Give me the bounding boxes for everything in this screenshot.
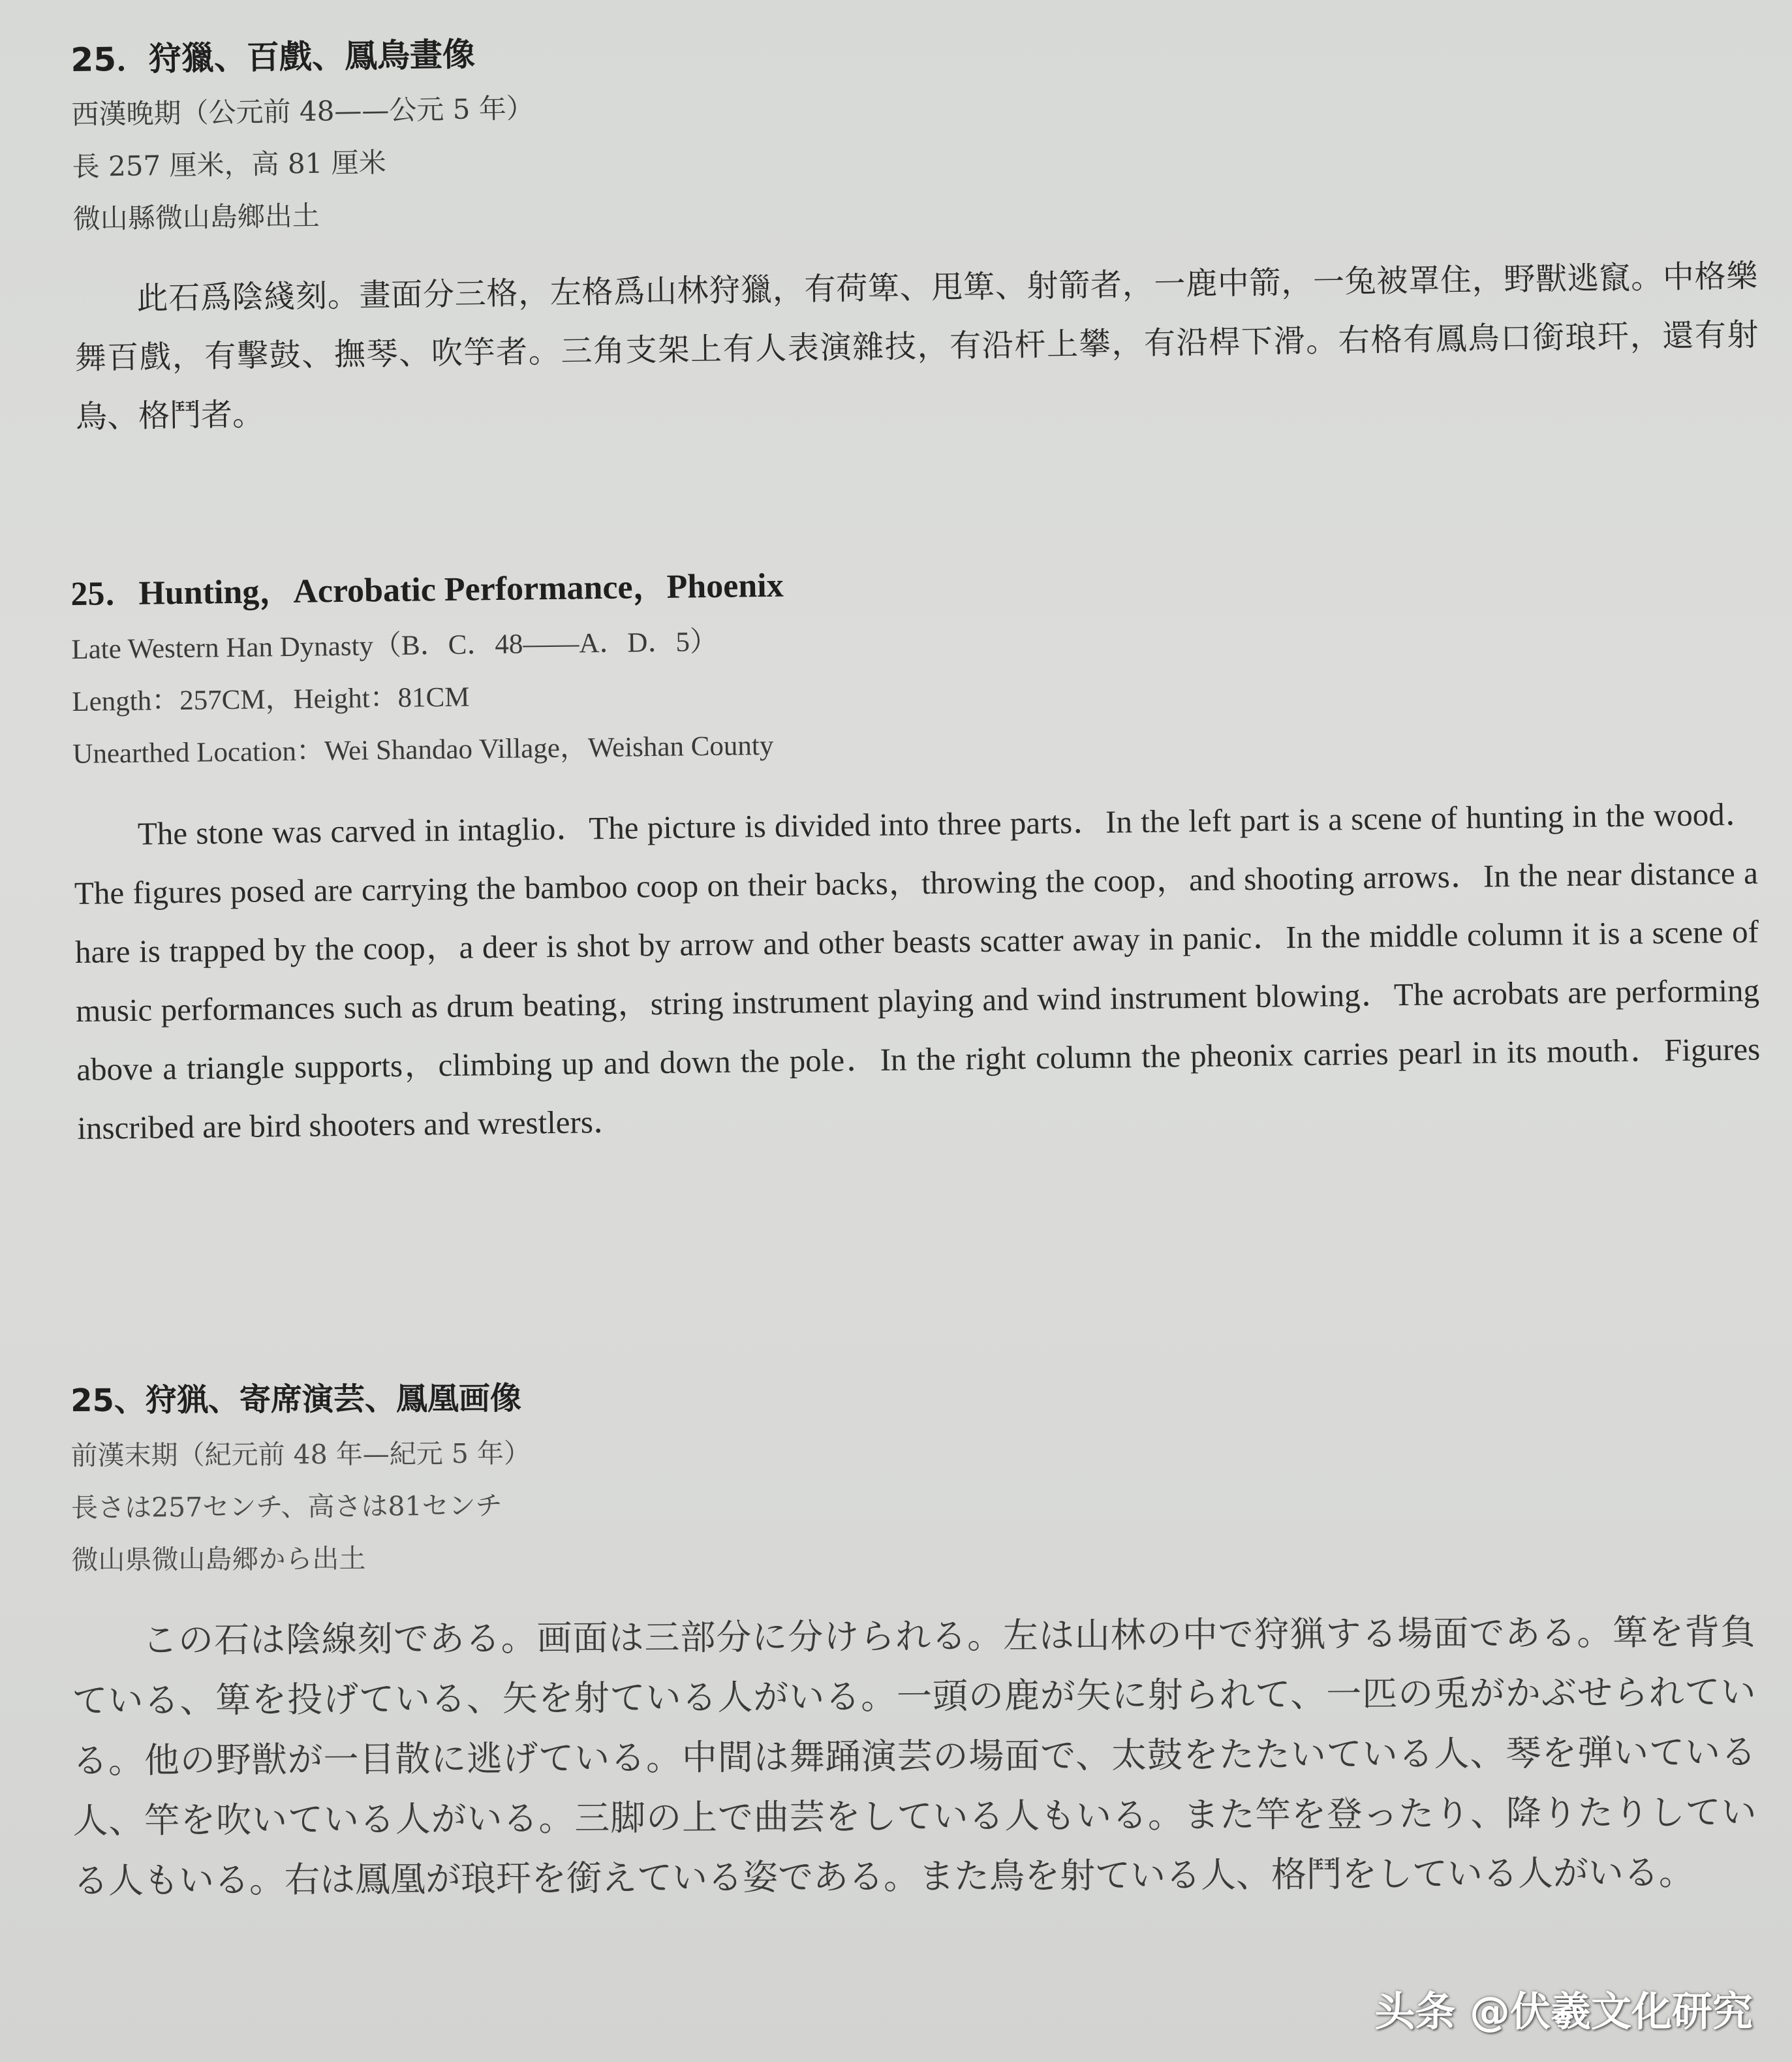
japanese-size: 長さは257センチ、高さは81センチ — [70, 1490, 502, 1523]
watermark: 头条 @伏羲文化研究 — [1374, 1988, 1753, 2035]
japanese-entry — [70, 1373, 1757, 1911]
japanese-description: この石は陰線刻である。画面は三部分に分けられる。左は山林の中で狩猟する場面である。箄を背負ている、箄を投げている、矢を射ている人がいる。一頭の鹿が矢に射られて、一匹の兎がかぶせられている。他の野獣が一目散に逃げている。中間は舞踊演芸の場面で、太鼓をたたいている人、琴を弾いている人、竿を吹いている人がいる。三脚の上で曲芸をしている人もいる。また竿を登ったり、降りたりしている人もいる。右は鳳凰が琅玕を銜えている姿である。また鳥を射ている人、格鬥をしている人がいる。 — [72, 1611, 1757, 1901]
chinese-title: 25．狩獵、百戲、鳳鳥畫像 — [70, 35, 476, 79]
chinese-description: 此石爲陰綫刻。畫面分三格，左格爲山林狩獵，有荷箄、甩箄、射箭者，一鹿中箭，一兔被罩住，野獸逃竄。中格樂舞百戲，有擊鼓、撫琴、吹竽者。三角支架上有人表演雜技，有沿杆上攀，有沿桿下滑。右格有鳳鳥口銜琅玕，還有射鳥、格鬥者。 — [74, 257, 1759, 435]
japanese-location: 微山県微山島郷から出土 — [71, 1542, 366, 1576]
english-location: Unearthed Location：Wei Shandao Village，Weishan County — [72, 730, 774, 770]
english-description: The stone was carved in intaglio．The picture is divided into three parts．In the left part is a scene of hunting in the wood．The figures posed are carrying the bamboo coop on their backs，throwing the coop，and shooting arrows．In the near distance a hare is trapped by the coop，a deer is shot by arrow and other beasts scatter away in panic．In the middle column it is a scene of music performances such as drum beating，string instrument playing and wind instrument blowing．The acrobats are performing above a triangle supports，climbing up and down the pole．In the right column the pheonix carries pearl in its mouth．Figures inscribed are bird shooters and wrestlers． — [74, 796, 1761, 1147]
english-entry — [70, 554, 1761, 1158]
english-title: 25．Hunting，Acrobatic Performance，Phoenix — [70, 567, 784, 613]
chinese-size: 長 257 厘米，高 81 厘米 — [72, 146, 387, 183]
japanese-title: 25、狩猟、寄席演芸、鳳凰画像 — [70, 1380, 522, 1419]
chinese-period: 西漢晚期（公元前 48——公元 5 年） — [71, 92, 534, 131]
english-size: Length：257CM，Height：81CM — [72, 681, 470, 718]
chinese-location: 微山縣微山島鄉出土 — [72, 199, 320, 235]
chinese-entry — [70, 17, 1759, 446]
english-period: Late Western Han Dynasty（B．C．48——A．D．5） — [71, 627, 718, 666]
japanese-period: 前漢末期（紀元前 48 年—紀元 5 年） — [70, 1437, 531, 1471]
